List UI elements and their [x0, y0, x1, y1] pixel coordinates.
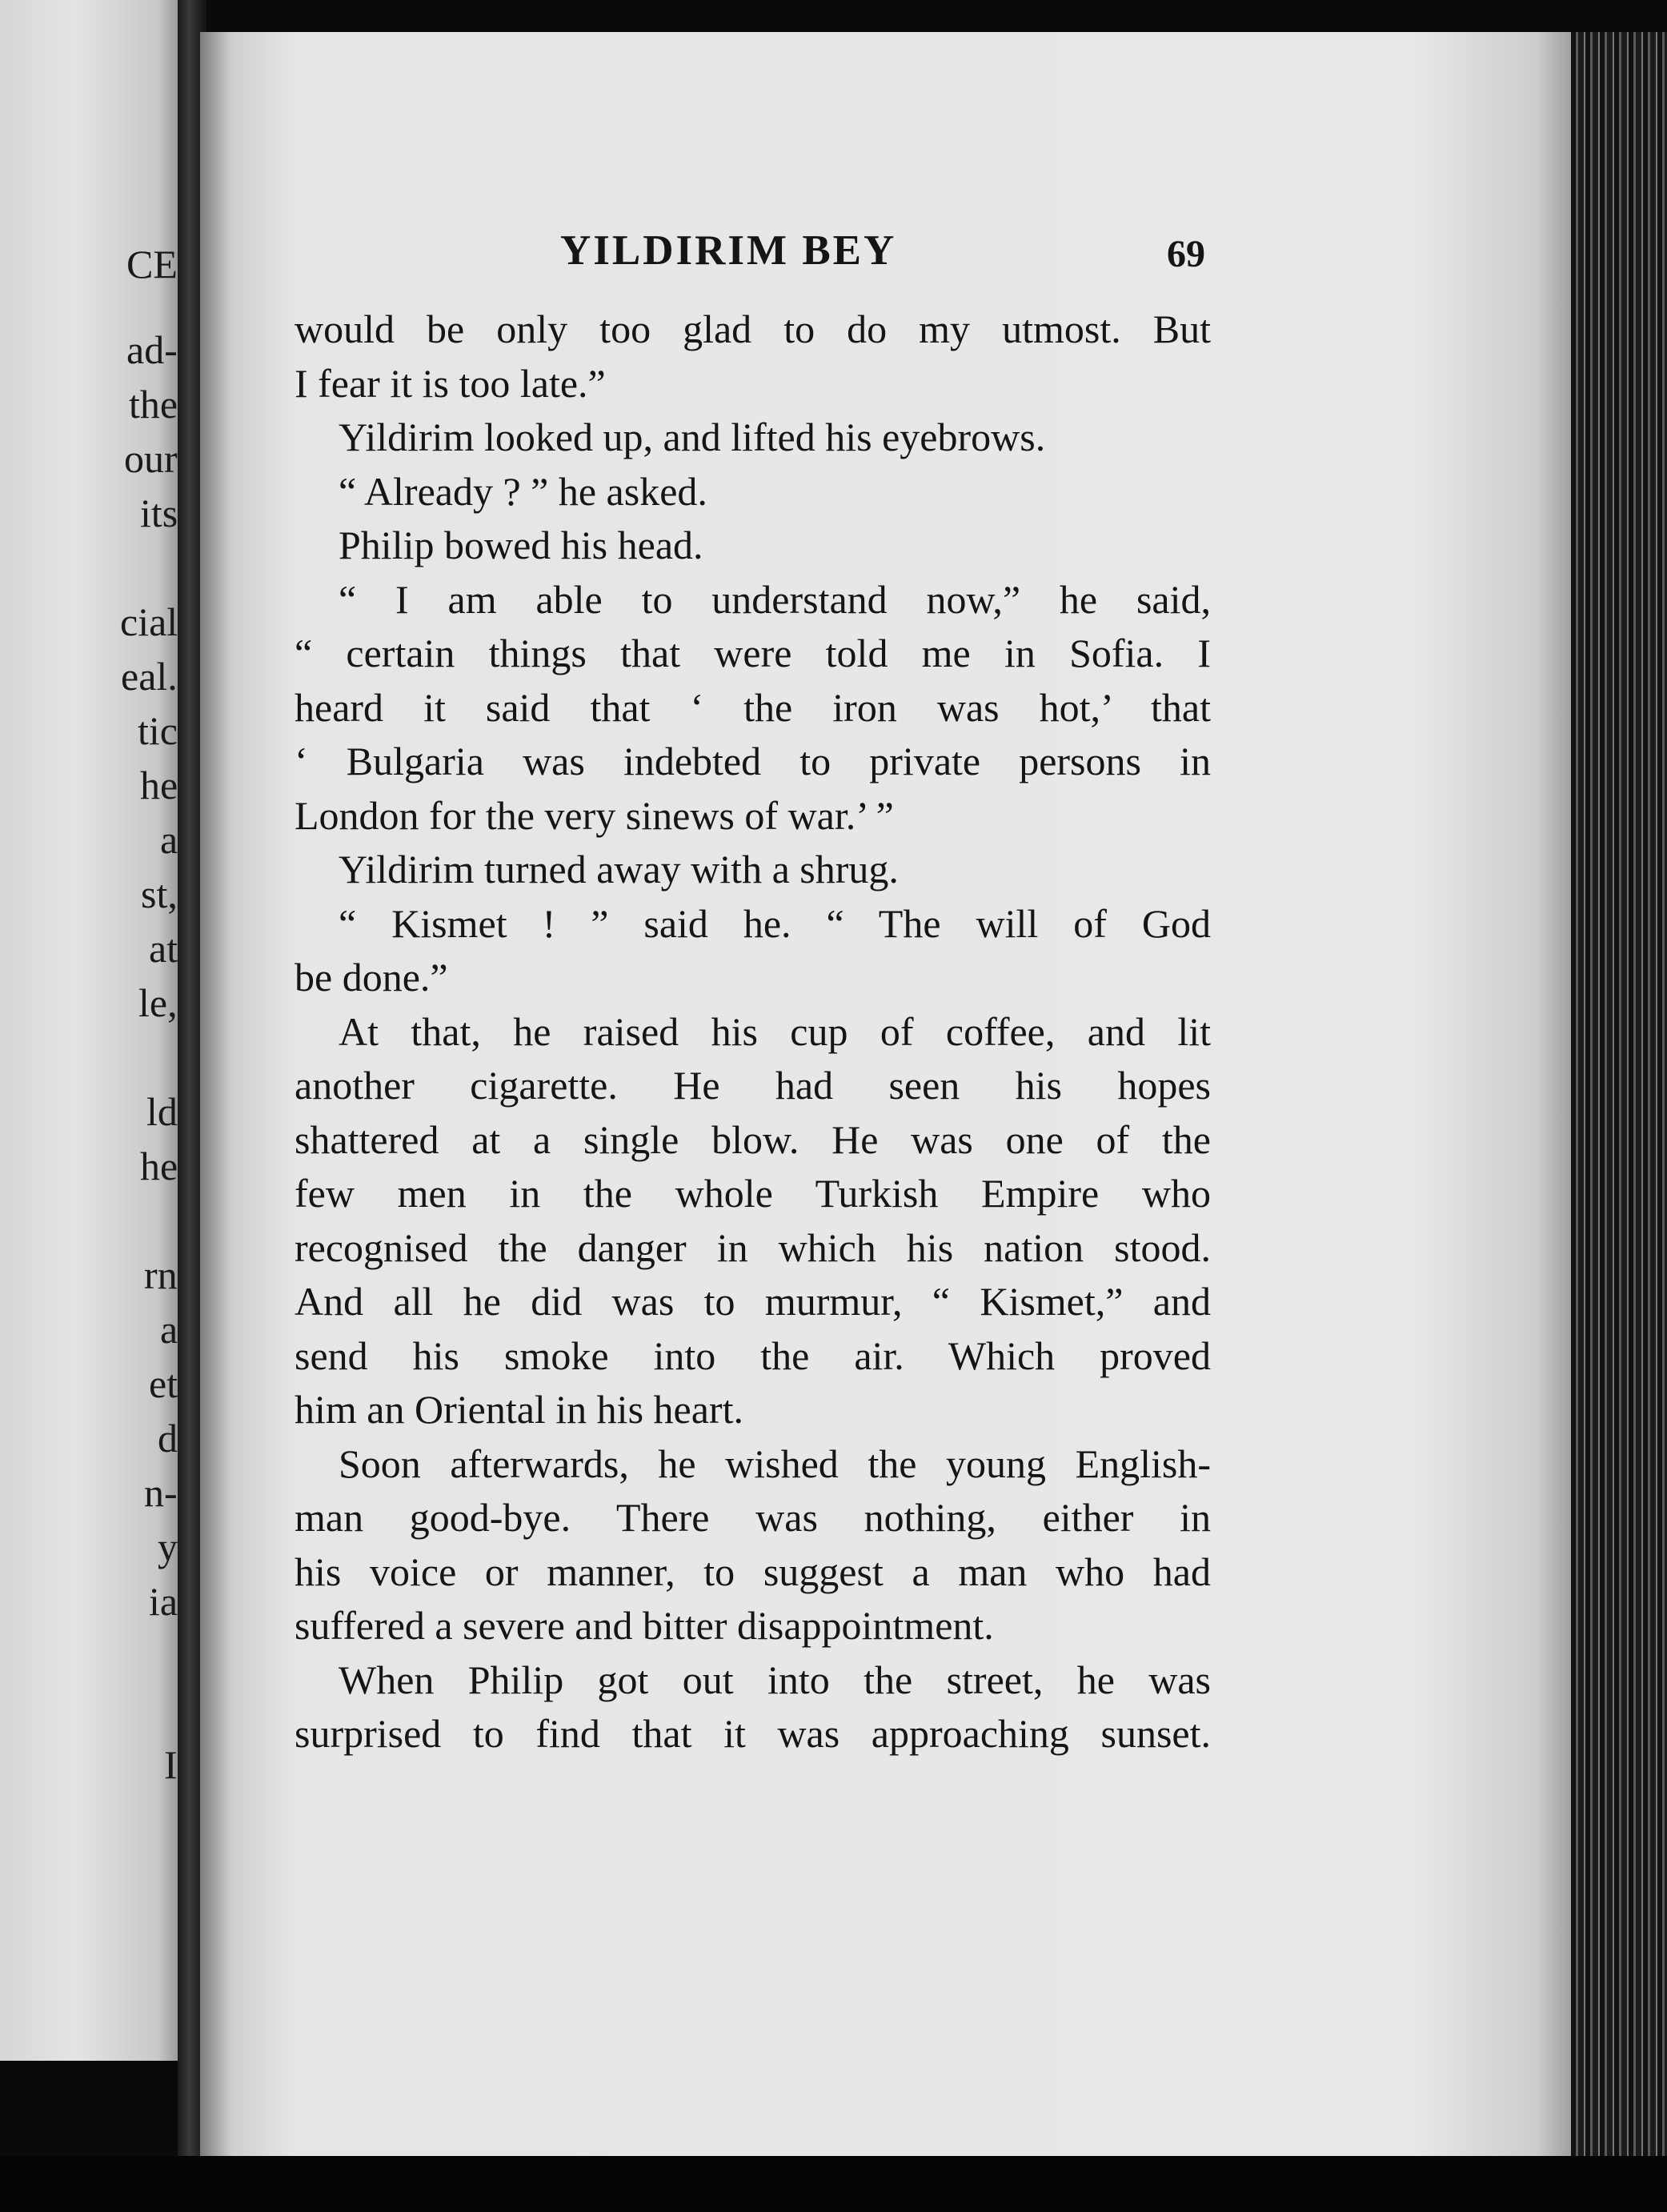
text-line: recognised the danger in which his nation stood. — [295, 1224, 1211, 1270]
text-line: I fear it is too late.” — [295, 360, 606, 406]
facing-page-fragment: st, — [141, 872, 178, 916]
text-line: few men in the whole Turkish Empire who — [295, 1171, 1211, 1216]
text-line: Yildirim turned away with a shrug. — [339, 847, 899, 892]
text-line: another cigarette. He had seen his hopes — [295, 1063, 1211, 1108]
facing-page-fragment: cial — [120, 599, 178, 644]
facing-page-fragment: d — [158, 1416, 178, 1461]
text-line: When Philip got out into the street, he was — [339, 1657, 1211, 1702]
text-line: At that, he raised his cup of coffee, and lit — [339, 1008, 1211, 1054]
text-line: send his smoke into the air. Which proved — [295, 1332, 1211, 1378]
text-line: “ I am able to understand now,” he said, — [339, 576, 1211, 622]
text-line: London for the very sinews of war.’ ” — [295, 792, 894, 838]
facing-page-fragment: our — [124, 436, 178, 481]
body-text — [295, 303, 1211, 1761]
text-line: “ Kismet ! ” said he. “ The will of God — [339, 900, 1211, 946]
text-line: him an Oriental in his heart. — [295, 1387, 743, 1432]
text-line: surprised to find that it was approaching sunset. — [295, 1711, 1211, 1756]
text-line: be done.” — [295, 955, 448, 1000]
text-line: would be only too glad to do my utmost. But — [295, 307, 1211, 351]
text-line: heard it said that ‘ the iron was hot,’ that — [295, 684, 1211, 730]
text-line: his voice or manner, to suggest a man who had — [295, 1549, 1211, 1594]
text-line: shattered at a single blow. He was one of the — [295, 1116, 1211, 1162]
text-line: ‘ Bulgaria was indebted to private persons in — [295, 739, 1211, 783]
facing-page-fragment: y — [158, 1525, 178, 1569]
text-line: Yildirim looked up, and lifted his eyebrows. — [339, 415, 1046, 459]
facing-page-fragment: I — [164, 1742, 178, 1787]
text-line: “ Already ? ” he asked. — [339, 468, 707, 514]
text-line: suffered a severe and bitter disappointment. — [295, 1603, 994, 1648]
facing-page-fragment: ld — [146, 1089, 178, 1134]
facing-page-fragment: eal. — [121, 654, 178, 699]
facing-page-fragment: he — [140, 1144, 178, 1188]
text-line: And all he did was to murmur, “ Kismet,” and — [295, 1279, 1211, 1324]
facing-page-fragment: le, — [138, 980, 178, 1025]
facing-page-fragment: n- — [144, 1470, 178, 1515]
facing-page-fragment: tic — [138, 708, 178, 753]
bottom-shadow — [0, 2156, 1667, 2212]
facing-page-fragment: ia — [149, 1579, 178, 1624]
facing-page-fragment: rn — [144, 1252, 178, 1297]
page-number: 69 — [1167, 233, 1205, 275]
text-line: Philip bowed his head. — [339, 523, 703, 567]
running-head: YILDIRIM BEY — [560, 227, 897, 274]
facing-page-fragment: at — [149, 926, 178, 971]
facing-page-fragment: a — [160, 817, 178, 862]
facing-page-fragment: its — [140, 491, 178, 535]
facing-page-fragment: CE — [126, 242, 178, 287]
text-line: man good-bye. There was nothing, either in — [295, 1495, 1211, 1540]
facing-page-fragment: he — [140, 763, 178, 807]
facing-page-edge — [0, 0, 186, 2061]
page-edges — [1571, 32, 1667, 2177]
facing-page-fragment: a — [160, 1307, 178, 1352]
text-line: Soon afterwards, he wished the young English- — [339, 1441, 1211, 1486]
facing-page-fragment: et — [149, 1361, 178, 1406]
facing-page-fragment: the — [129, 382, 178, 427]
text-line: “ certain things that were told me in Sofia. I — [295, 631, 1211, 675]
facing-page-fragment: ad- — [126, 327, 178, 372]
